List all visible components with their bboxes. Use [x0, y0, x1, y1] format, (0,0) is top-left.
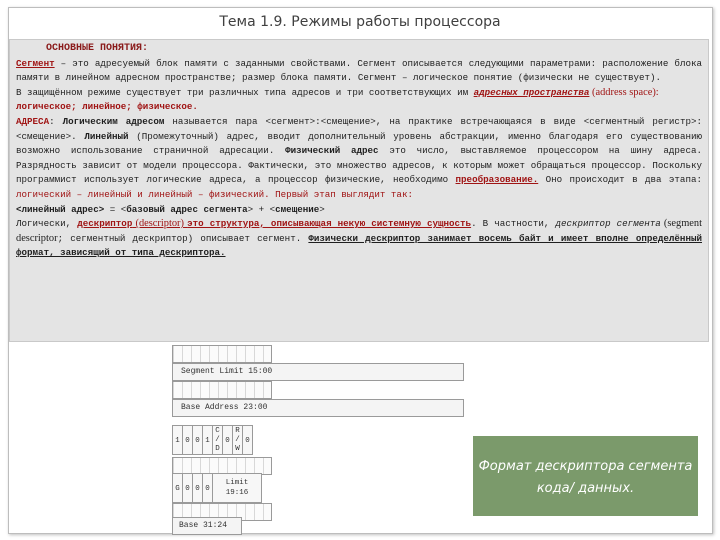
base-high-field [172, 517, 242, 535]
address-spaces-text: В защищённом режиме существует три различных типа адресов и три соответствующих им [16, 86, 474, 98]
base-high-label: Base 31:24 [179, 521, 228, 530]
bit: 0 [182, 473, 193, 503]
hatch-row [172, 345, 272, 363]
bit: G [172, 473, 183, 503]
link-address-spaces[interactable]: адресных пространства [473, 86, 590, 98]
term-descriptor: дескриптор [77, 218, 133, 230]
term-linear: Линейный [84, 130, 129, 142]
bit: 0 [192, 425, 203, 455]
sep: : [49, 115, 63, 127]
logical-text: называется пара <сегмент>:<смещение>, на практике встречающаяся в виде <сегментный регистр>:<смещение>. [16, 115, 703, 142]
descriptor-text2: . В частности, [471, 218, 556, 230]
stages-text: логический – линейный и линейный – физический. Первый этап выглядит так: [16, 188, 413, 200]
address-space-serif: (address space): [589, 86, 659, 98]
segment-limit-label: Segment Limit 15:00 [181, 367, 273, 376]
linear-text: (Промежуточный) адрес, вводит дополнительный уровень абстракции, именно благодаря его существованию возможно использование страничной адресации. [16, 130, 702, 157]
flag-bits-row [172, 425, 252, 455]
hatch-row [172, 381, 272, 399]
diagram-caption: Формат дескриптора сегмента кода/ данных. [473, 436, 698, 516]
segment-descriptor-serif: (segment descriptor [16, 218, 703, 244]
descriptor-physical: Физически дескриптор занимает восемь байт и имеет вполне определённый формат, зависящий от типа дескриптора. [16, 232, 702, 259]
base-address-label: Base Address 23:00 [181, 403, 268, 412]
g-bits-row [172, 473, 261, 503]
formula-base: базовый адрес сегмента [126, 203, 248, 215]
descriptor-intro: Логически, [16, 218, 78, 230]
descriptor-text3: ; сегментный дескриптор) описывает сегмент. [57, 232, 309, 244]
limit-field: Limit 19:16 [212, 473, 262, 503]
stages-intro: Оно происходит в два этапа: [538, 174, 702, 186]
bit: 0 [222, 425, 233, 455]
formula-linear: <линейный адрес> [16, 203, 105, 215]
segment-text: – это адресуемый блок памяти с заданными свойствами. Сегмент описывается следующими параметрами: расположение блока памяти в линейном адресном пространстве; размер блока памяти. Сегмент – логическое понятие (физически не существует). [16, 57, 702, 84]
paragraph-segment [16, 57, 702, 86]
segment-limit-field [172, 363, 464, 381]
paragraph-addresses [16, 115, 702, 203]
term-transform: преобразование. [455, 174, 539, 186]
bit: 0 [242, 425, 253, 455]
segment-descriptor-italic: дескриптор сегмента [555, 218, 661, 230]
formula-op1: = < [104, 203, 127, 215]
paragraph-descriptor [16, 217, 702, 261]
term-segment: Сегмент [16, 57, 55, 69]
term-physical: Физический адрес [285, 145, 379, 157]
slide-title: Тема 1.9. Режимы работы процессора [219, 14, 501, 30]
bit: C / D [212, 425, 223, 455]
paragraph-address-spaces [16, 86, 702, 115]
bit: R / W [232, 425, 243, 455]
formula-offset: смещение [275, 203, 320, 215]
bit: 0 [182, 425, 193, 455]
descriptor-diagram [172, 345, 472, 535]
address-types: логическое; линейное; физическое. [16, 101, 198, 113]
text-box [9, 39, 709, 342]
physical-text: это число, выставляемое процессором на шину адреса. Разрядность зависит от модели процессора. Фактически, это множество адресов, к которым может обращаться процессор. Поскольку программист использует логические адреса, а процессор физические, необходимо [16, 145, 702, 186]
bit: 1 [202, 425, 213, 455]
formula-end: > [319, 203, 325, 215]
formula [16, 203, 702, 218]
base-address-field [172, 399, 464, 417]
descriptor-definition: это структура, описывающая некую системную сущность [187, 218, 472, 230]
bit: 0 [192, 473, 203, 503]
section-heading: ОСНОВНЫЕ ПОНЯТИЯ: [46, 43, 149, 54]
bit: 1 [172, 425, 183, 455]
term-logical: Логическим адресом [62, 115, 165, 127]
bit: 0 [202, 473, 213, 503]
descriptor-serif: (descriptor) [132, 218, 188, 230]
term-addresses: АДРЕСА [16, 115, 50, 127]
formula-op2: > + < [247, 203, 276, 215]
